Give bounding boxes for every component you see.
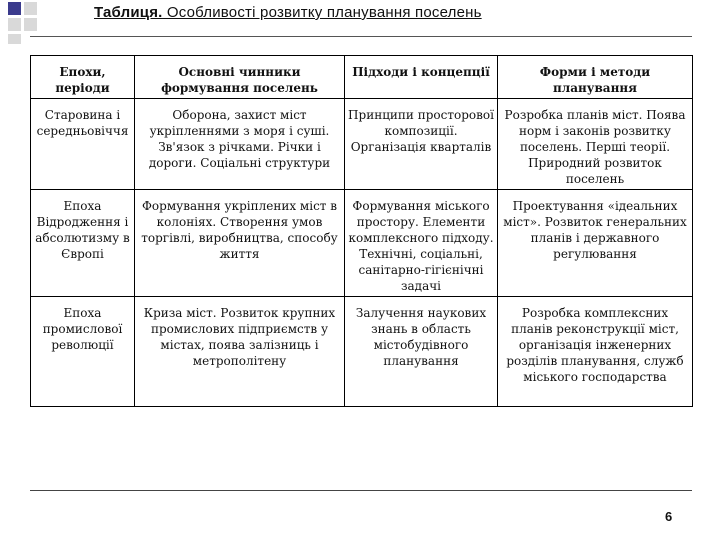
table-cell: Розробка планів міст. Поява норм і законів розвитку поселень. Перші теорії. Природний розвиток поселень — [498, 99, 693, 190]
table-cell: Формування укріплених міст в колоніях. Створення умов торгівлі, виробництва, способу життя — [135, 190, 345, 297]
table-cell: Епоха Відродження і абсолютизму в Європі — [31, 190, 135, 297]
table-cell: Епоха промислової революції — [31, 297, 135, 407]
table-cell: Формування міського простору. Елементи комплексного підходу. Технічні, соціальні, санітарно-гігієнічні задачі — [345, 190, 498, 297]
table-cell: Старовина і середньовіччя — [31, 99, 135, 190]
table-cell: Принципи просторової композиції. Організація кварталів — [345, 99, 498, 190]
table-row — [31, 190, 693, 297]
table-cell: Розробка комплексних планів реконструкції міст, організація інженерних розділів планування, служб міського господарства — [498, 297, 693, 407]
page-number: 6 — [665, 509, 673, 524]
table-row — [31, 99, 693, 190]
header-cell-approaches: Підходи і концепції — [345, 56, 498, 99]
table-cell: Залучення наукових знань в область містобудівного планування — [345, 297, 498, 407]
header-cell-methods: Форми і методи планування — [498, 56, 693, 99]
title-text: Особливості розвитку планування поселень — [162, 4, 482, 21]
footer-divider — [30, 490, 692, 491]
table-cell: Оборона, захист міст укріпленнями з моря і суші. Зв'язок з річками. Річки і дороги. Соціальні структури — [135, 99, 345, 190]
header-cell-factors: Основні чинники формування поселень — [135, 56, 345, 99]
slide-title — [94, 4, 482, 21]
planning-table — [30, 55, 693, 407]
corner-decoration — [0, 0, 40, 46]
table-cell: Криза міст. Розвиток крупних промислових підприємств у містах, поява залізниць і метрополітену — [135, 297, 345, 407]
table-cell: Проектування «ідеальних міст». Розвиток генеральних планів і державного регулювання — [498, 190, 693, 297]
title-label: Таблиця. — [94, 4, 163, 21]
table-row — [31, 297, 693, 407]
header-cell-epochs: Епохи, періоди — [31, 56, 135, 99]
header-row — [31, 56, 693, 99]
title-divider — [30, 36, 692, 37]
